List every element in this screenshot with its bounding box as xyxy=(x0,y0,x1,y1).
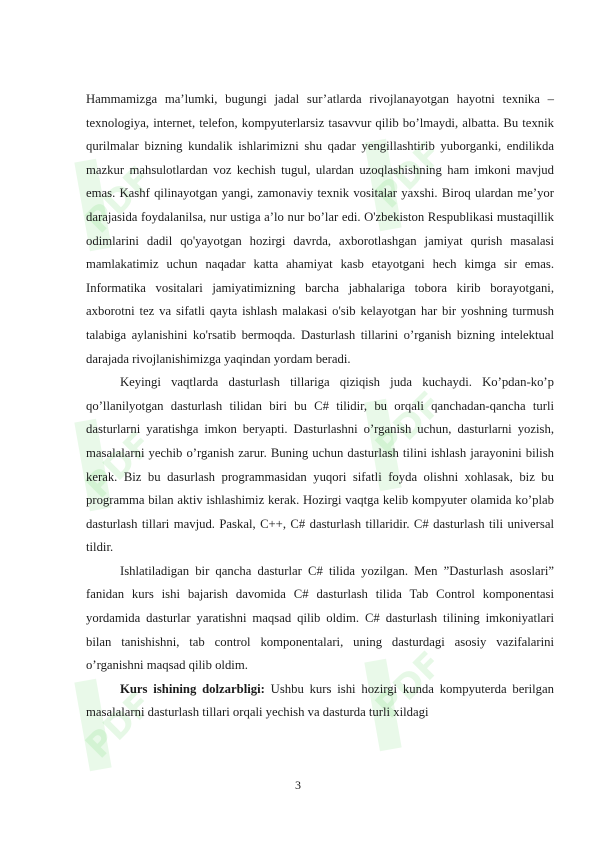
paragraph-programming-interest xyxy=(86,371,554,560)
paragraph-text: Ishlatiladigan bir qancha dasturlar C# tilida yozilgan. Men ”Dasturlash asoslari” fanidan kurs ishi bajarish davomida C# dasturlash tilida Tab Control komponentasi yordamida dasturlar yaratishni maqsad qilib oldim. C# dasturlash tilining imkoniyatlari bilan tanishishni, tab control komponentalari, uning dasturdagi asosiy vazifalarini o’rganishni maqsad qilib oldim. xyxy=(86,563,554,673)
paragraph-text: Hammamizga ma’lumki, bugungi jadal sur’atlarda rivojlanayotgan hayotni texnika –texnologiya, internet, telefon, kompyuterlarsiz tasavvur qilib bo’lmaydi, albatta. Bu texnik qurilmalar bizning kundalik ishlarimizni shu qadar yengillashtirib yuborganki, endilikda mazkur mahsulotlardan voz kechish tugul, ulardan uzoqlashishning ham imkoni mavjud emas. Kashf qilinayotgan yangi, zamonaviy texnik vositalar yaxshi. Biroq ulardan me’yor darajasida foydalanilsa, nur ustiga a’lo nur bo’lar edi. O'zbekiston Respublikasi mustaqillik odimlarini dadil qo'yayotgan hozirgi davrda, axborotlashgan jamiyat qurish masalasi mamlakatimiz uchun naqadar katta ahamiyat kasb etayotgani hech kimga sir emas. Informatika vositalari jamiyatimizning barcha jabhalariga tobora kirib borayotgani, axborotni tez va sifatli qayta ishlash malakasi o'sib kelayotgan har bir yoshning turmush talabiga aylanishini ko'rsatib bermoqda. Dasturlash tillarini o’rganish bizning intelektual darajada rivojlanishimizga yaqindan yordam beradi. xyxy=(86,92,554,366)
document-body xyxy=(86,88,554,725)
paragraph-intro xyxy=(86,88,554,371)
relevance-heading: Kurs ishining dolzarbligi: xyxy=(120,681,265,696)
watermark-label: PDF xyxy=(368,134,451,217)
paragraph-text: Ushbu kurs ishi hozirgi kunda kompyuterda berilgan masalalarni dasturlash tillari orqali yechish va dasturda turli xildagi xyxy=(86,681,555,720)
page-number: 3 xyxy=(295,778,301,792)
watermark-label: PDF xyxy=(78,424,161,507)
watermark-label: PDF xyxy=(78,159,161,242)
paragraph-course-goal xyxy=(86,560,554,678)
watermark-label: PDF xyxy=(78,684,161,767)
watermark-label: PDF xyxy=(368,644,451,727)
paragraph-relevance xyxy=(86,678,554,725)
paragraph-text: Keyingi vaqtlarda dasturlash tillariga qiziqish juda kuchaydi. Ko’pdan-ko’p qo’llanilyotgan dasturlash tilidan biri bu C# tilidir, bu orqali qanchadan-qancha turli dasturlarni yaratishga imkon beryapti. Dasturlashni o’rganish uchun, dasturlarni yozish, masalalarni yechib o’rganish zarur. Buning uchun dasturlash tilini ishlash jarayonini bilish kerak. Biz bu dasurlash programmasidan yuqori sifatli foyda olishni xohlasak, biz bu programma bilan aktiv ishlashimiz kerak. Hozirgi vaqtga kelib kompyuter olamida ko’plab dasturlash tillari mavjud. Paskal, C++, C# dasturlash tillaridir. C# dasturlash tili universal tildir. xyxy=(86,375,554,555)
watermark-label: PDF xyxy=(368,384,451,467)
